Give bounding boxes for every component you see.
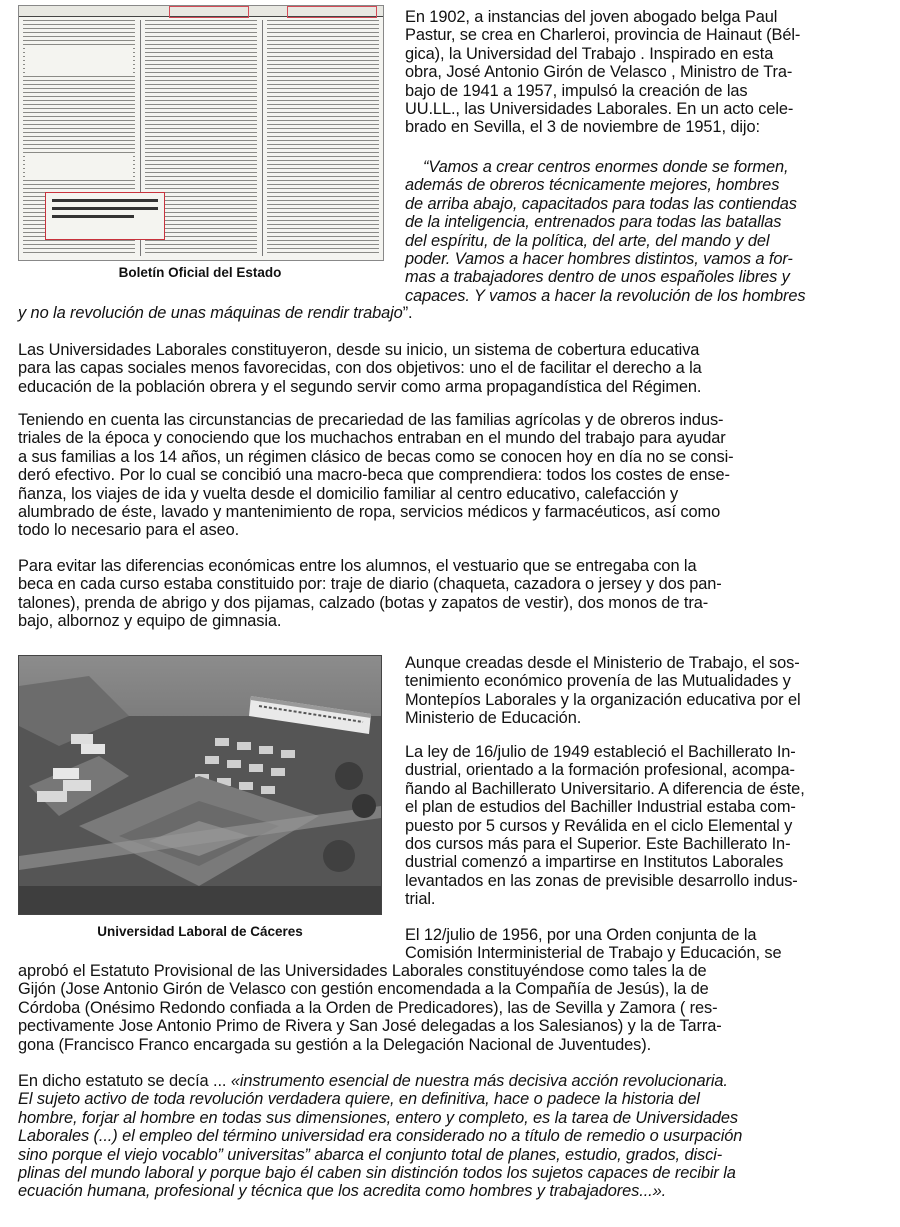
scholarship-paragraph: Teniendo en cuenta las circunstancias de precariedad de las familias agrícolas y de obreros indus- triales de la época y conociendo que los muchachos entraban en el mundo del trabajo para ayudar a sus familias a los 14 años, un régimen clásico de becas como se conocen hoy en día no se consi- deró efectivo. Por lo cual se concibió una macro-beca que comprendiera: todos los costes de ense- ñanza, los viajes de ida y vuelta desde el domicilio familiar al centro educativo, calefacción y alumbrado de éste, lavado y mantenimiento de ropa, servicios médicos y farmacéuticos, así como todo lo necesario para el aseo. bbox=[18, 411, 734, 540]
boe-caption: Boletín Oficial del Estado bbox=[118, 265, 282, 280]
clothing-paragraph: Para evitar las diferencias económicas entre los alumnos, el vestuario que se entregaba con la beca en cada curso estaba constituido por: traje de diario (chaqueta, cazadora o jersey y dos pan- talones), prenda de abrigo y dos pijamas, calzado (botas y zapatos de vestir), dos monos de tra- bajo, albornoz y equipo de gimnasia. bbox=[18, 557, 722, 631]
estatuto-quote-paragraph: En dicho estatuto se decía ... «instrumento esencial de nuestra más decisiva acción revolucionaria. El sujeto activo de toda revolución verdadera quiere, en definitiva, hace o padece la historia del hombre, forjar al hombre en todas sus dimensiones, entero y completo, es la tarea de Universidades Laborales (...) el empleo del término universidad era considerado no a título de remedio o usurpación sino porque el viejo vocablo” universitas” abarca el conjunto total de planes, estudio, grados, disci- plinas del mundo laboral y porque bajo él caben sin distinción todos los sujetos capaces de recibir la ecuación humana, profesional y técnica que los acredita como hombres y trabajadores...». bbox=[18, 1072, 743, 1201]
quote-ending: y no la revolución de unas máquinas de rendir trabajo”. bbox=[18, 304, 413, 322]
aerial-photo-drawing bbox=[19, 656, 381, 914]
estatuto-paragraph-start: El 12/julio de 1956, por una Orden conjunta de la Comisión Interministerial de Trabajo y Educación, se bbox=[405, 926, 782, 963]
funding-paragraph: Aunque creadas desde el Ministerio de Trabajo, el sos- tenimiento económico provenía de las Mutualidades y Montepíos Laborales y la organización educativa por el Ministerio de Educación. bbox=[405, 654, 801, 728]
estatuto-paragraph: aprobó el Estatuto Provisional de las Universidades Laborales constituyéndose como tales la de Gijón (Jose Antonio Girón de Velasco con gestión encomendada a la Compañía de Jesús), la de Córdoba (Onésimo Redondo confiada a la Orden de Predicadores), las de Sevilla y Zamora ( res- pectivamente Jose Antonio Primo de Rivera y San José delegadas a los Salesianos) y la de Tarra- gona (Francisco Franco encargada su gestión a la Delegación Nacional de Juventudes). bbox=[18, 962, 722, 1054]
intro-paragraph: En 1902, a instancias del joven abogado belga Paul Pastur, se crea en Charleroi, provincia de Hainaut (Bél- gica), la Universidad del Trabajo . Inspirado en esta obra, José Antonio Girón de Velasco , Ministro de Tra- bajo de 1941 a 1957, impulsó la creación de las UU.LL., las Universidades Laborales. En un acto cele- brado en Sevilla, el 3 de noviembre de 1951, dijo: bbox=[405, 8, 801, 137]
bachillerato-paragraph: La ley de 16/julio de 1949 estableció el Bachillerato In- dustrial, orientado a la formación profesional, acompa- ñando al Bachillerato Universitario. A diferencia de éste, el plan de estudios del Bachiller Industrial estaba com- puesto por 5 cursos y Reválida en el ciclo Elemental y dos cursos más para el Superior. Este Bachillerato In- dustrial comenzó a impartirse en Institutos Laborales levantados en las zonas de previsible desarrollo indus- trial. bbox=[405, 743, 805, 909]
boe-clipping-image bbox=[18, 5, 384, 261]
caceres-caption: Universidad Laboral de Cáceres bbox=[97, 924, 303, 939]
caceres-aerial-photo bbox=[18, 655, 382, 915]
giron-quote: “Vamos a crear centros enormes donde se formen, además de obreros técnicamente mejores, hombres de arriba abajo, capacitados para todas las contiendas de la inteligencia, entrenados para todas las batallas del espíritu, de la política, del arte, del mando y del poder. Vamos a hacer hombres distintos, vamos a for- mas a trabajadores dentro de unos españoles libres y capaces. Y vamos a hacer la revolución de los hombres bbox=[405, 158, 806, 305]
objectives-paragraph: Las Universidades Laborales constituyeron, desde su inicio, un sistema de cobertura educativa para las capas sociales menos favorecidas, con dos objetivos: uno el de facilitar el derecho a la educación de la población obrera y el segundo servir como arma propagandística del Régimen. bbox=[18, 341, 702, 396]
